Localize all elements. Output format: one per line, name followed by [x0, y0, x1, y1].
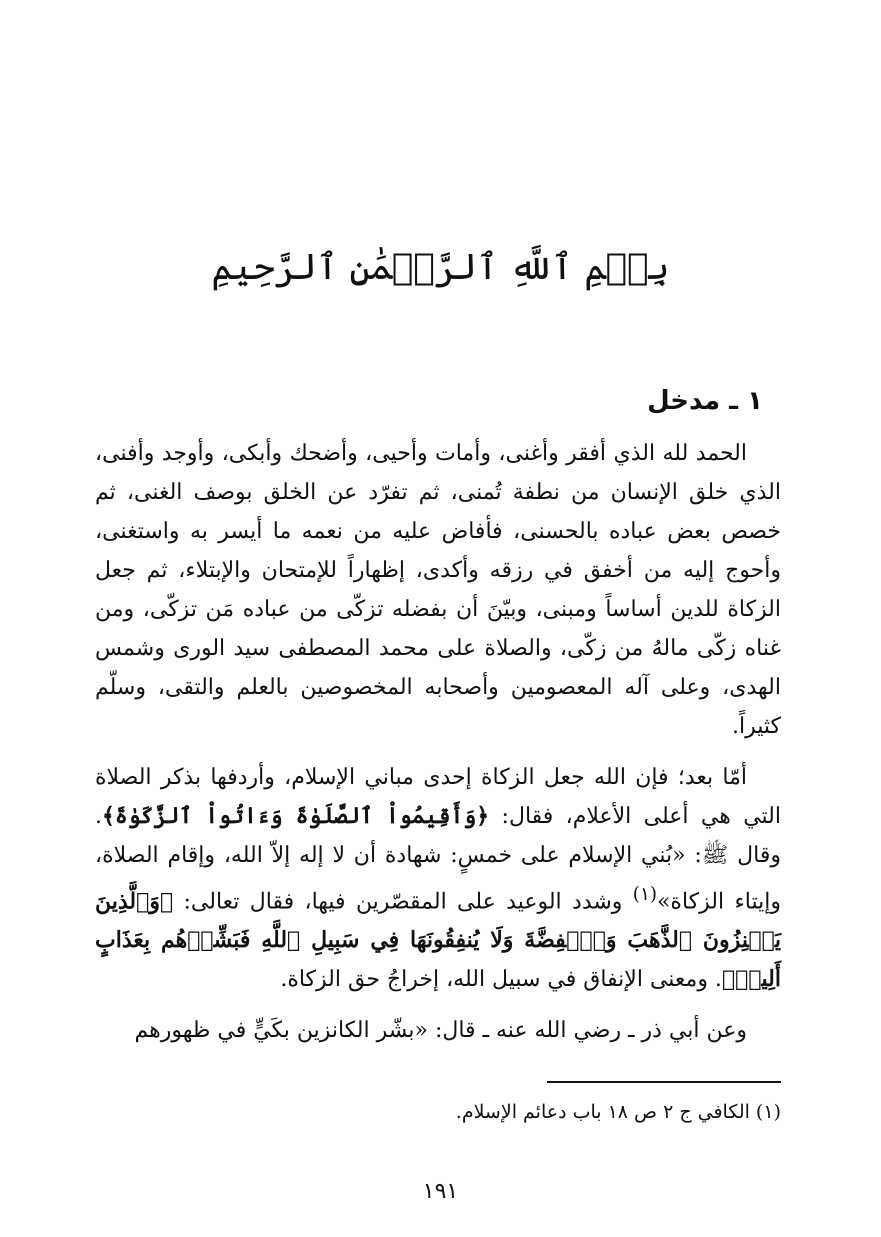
paragraph-zakat-part3: وشدد الوعيد على المقصّرين فيها، فقال تعالى: [173, 889, 633, 915]
quran-verse-salat-zakat: ﴿وَأَقِيمُواْ ٱلصَّلَوٰةَ وَءَاتُواْ ٱلزَّكَوٰةَ﴾ [102, 803, 490, 829]
section-heading: ١ ـ مدخل [647, 386, 763, 416]
footnote-separator [547, 1081, 781, 1083]
paragraph-zakat-part1: أمّا بعد؛ فإن الله جعل الزكاة إحدى مباني الإسلام، وأردفها بذكر الصلاة التي هي أعلى الأعلام، فقال: [95, 765, 782, 829]
paragraph-zakat-part2: . وقال ﷺ: «بُني الإسلام على خمسٍ: شهادة أن لا إله إلاّ الله، وإقام الصلاة، وإيتاء الزكاة» [95, 804, 781, 915]
page-number: ١٩١ [422, 1179, 459, 1204]
paragraph-zakat [95, 758, 781, 999]
footnote: (١) الكافي ج ٢ ص ١٨ باب دعائم الإسلام. [455, 1101, 781, 1123]
paragraph-intro: الحمد لله الذي أفقر وأغنى، وأمات وأحيى، وأضحك وأبكى، وأوجد وأفنى، الذي خلق الإنسان من نطفة تُمنى، ثم تفرّد عن الخلق بوصف الغنى، ثم خصص بعض عباده بالحسنى، فأفاض عليه من نعمه ما أيسر به واستغنى، وأحوج إليه من أخفق في رزقه وأكدى، إظهاراً للإمتحان والإبتلاء، ثم جعل الزكاة للدين أساساً ومبنى، وبيّنَ أن بفضله تزكّى من عباده مَن تزكّى، ومن غناه زكّى مالهُ من زكّى، والصلاة على محمد المصطفى سيد الورى وشمس الهدى، وعلى آله المعصومين وأصحابه المخصوصين بالعلم والتقى، وسلّم كثيراً. [95, 441, 781, 739]
quran-verse-kanz: ﴿وَٱلَّذِينَ يَكۡنِزُونَ ٱلذَّهَبَ وَٱلۡفِضَّةَ وَلَا يُنفِقُونَهَا فِي سَبِيلِ ٱللَّهِ فَبَشِّرۡهُم بِعَذَابٍ أَلِيمٖ﴾ [95, 888, 781, 993]
footnote-reference: (١) [632, 884, 657, 905]
body-text [95, 434, 781, 1062]
paragraph-zakat-part4: . ومعنى الإنفاق في سبيل الله، إخراجُ حق الزكاة. [280, 967, 722, 993]
paragraph-abu-dhar: وعن أبي ذر ـ رضي الله عنه ـ قال: «بشّر الكانزين بكَيٍّ في ظهورهم [134, 1018, 747, 1044]
basmala-heading: بِسۡمِ ٱللَّهِ ٱلرَّحۡمَٰنِ ٱلرَّحِيمِ [211, 247, 670, 288]
